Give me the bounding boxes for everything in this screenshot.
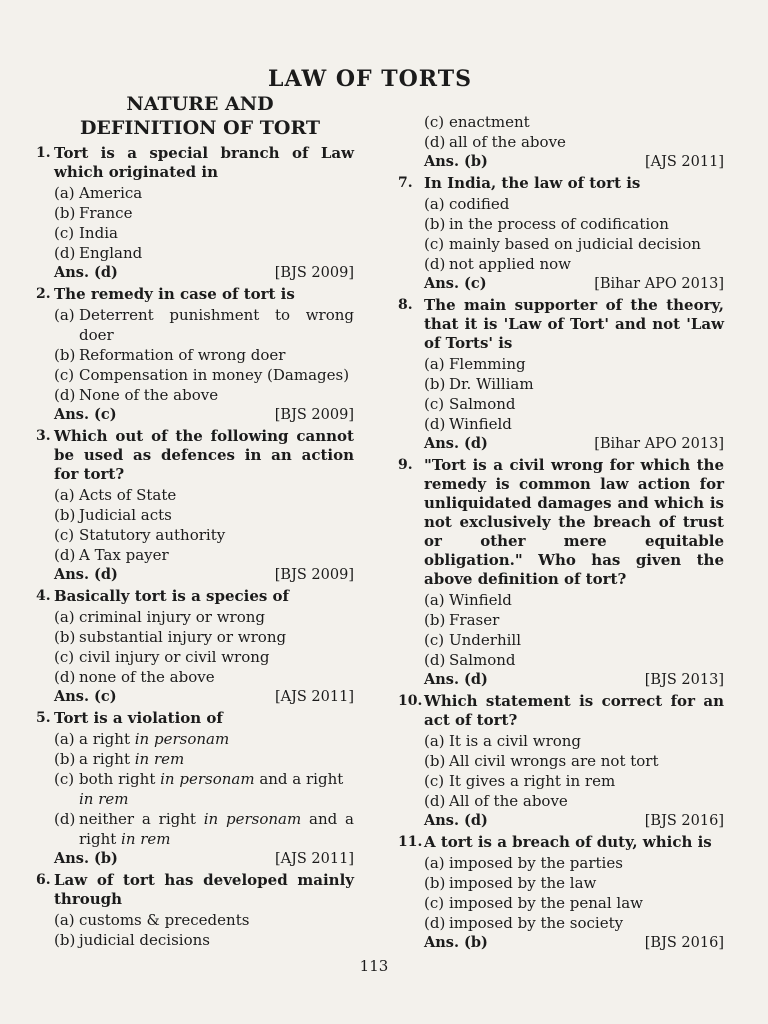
option-letter: (c)	[424, 395, 445, 413]
option-text: Winfield	[449, 591, 512, 609]
option-letter: (c)	[424, 631, 445, 649]
answer: Ans. (c)	[54, 688, 117, 705]
option-text: Salmond	[449, 651, 516, 669]
option-d	[424, 254, 724, 274]
question-text: Basically tort is a species of	[54, 587, 289, 605]
option-text: Fraser	[449, 611, 500, 629]
option-text: A Tax payer	[79, 546, 169, 564]
answer-row	[54, 849, 354, 869]
question-5	[36, 709, 354, 869]
question-number: 2.	[36, 286, 51, 302]
section-heading-line2: DEFINITION OF TORT	[79, 117, 321, 139]
option-letter: (a)	[424, 591, 445, 609]
option-letter: (d)	[424, 914, 446, 932]
option-letter: (a)	[54, 486, 75, 504]
question-text: Which statement is correct for an act of tort?	[424, 692, 724, 729]
option-list	[54, 183, 354, 263]
option-letter: (b)	[54, 628, 76, 646]
option-text: imposed by the law	[449, 874, 597, 892]
option-a	[54, 183, 354, 203]
option-text: Winfield	[449, 415, 512, 433]
option-b	[54, 203, 354, 223]
option-letter: (c)	[424, 113, 445, 131]
option-b	[54, 930, 354, 950]
option-letter: (b)	[54, 506, 76, 524]
answer: Ans. (d)	[424, 812, 488, 829]
question-6-continued	[398, 112, 724, 172]
option-b	[424, 751, 724, 771]
option-letter: (d)	[424, 415, 446, 433]
option-letter: (c)	[424, 235, 445, 253]
question-7	[398, 174, 724, 294]
option-text-plain: and a right	[79, 810, 355, 848]
option-text: Salmond	[449, 395, 516, 413]
answer-row	[54, 405, 354, 425]
option-letter: (d)	[54, 668, 76, 686]
option-letter: (a)	[424, 355, 445, 373]
option-letter: (b)	[424, 215, 446, 233]
option-list	[54, 305, 354, 405]
option-a	[54, 485, 354, 505]
option-text: imposed by the parties	[449, 854, 623, 872]
option-a	[424, 354, 724, 374]
option-d	[424, 791, 724, 811]
option-list	[424, 853, 724, 933]
option-b	[424, 873, 724, 893]
option-c	[424, 112, 724, 132]
option-letter: (d)	[424, 792, 446, 810]
option-text	[79, 749, 354, 769]
option-text: Statutory authority	[79, 526, 226, 544]
question-text: Tort is a violation of	[54, 709, 223, 727]
option-list	[54, 485, 354, 565]
option-c	[424, 893, 724, 913]
option-text: None of the above	[79, 386, 219, 404]
option-letter: (b)	[54, 204, 76, 222]
option-list	[54, 729, 354, 849]
option-a	[54, 910, 354, 930]
option-list	[424, 354, 724, 434]
option-text-plain: neither a right	[79, 810, 204, 828]
question-number: 9.	[398, 457, 413, 473]
question-text: The remedy in case of tort is	[54, 285, 295, 303]
option-letter: (d)	[424, 651, 446, 669]
exam-source: [BJS 2009]	[274, 567, 354, 583]
option-text	[79, 769, 354, 809]
question-text: In India, the law of tort is	[424, 174, 641, 192]
option-text: America	[79, 184, 143, 202]
option-c	[424, 234, 724, 254]
option-b	[54, 345, 354, 365]
question-text: "Tort is a civil wrong for which the remedy is common law action for unliquidated damages and which is not exclusively the breach of trust or other mere equitable obligation." Who has given the above definition of tort?	[424, 456, 724, 588]
page-number: 113	[359, 957, 389, 975]
exam-source: [AJS 2011]	[644, 154, 724, 170]
option-text: It gives a right in rem	[449, 772, 616, 790]
answer: Ans. (b)	[54, 850, 118, 867]
option-a	[54, 607, 354, 627]
option-c	[424, 771, 724, 791]
option-text: none of the above	[79, 668, 215, 686]
section-heading-line1: NATURE AND	[126, 93, 274, 115]
option-letter: (b)	[54, 750, 76, 768]
question-text: Which out of the following cannot be used as defences in an action for tort?	[54, 427, 354, 483]
answer: Ans. (d)	[54, 264, 118, 281]
option-b	[54, 749, 354, 769]
question-number: 6.	[36, 872, 51, 888]
answer-row	[424, 933, 724, 953]
option-letter: (c)	[424, 894, 445, 912]
question-2	[36, 285, 354, 425]
answer: Ans. (d)	[54, 566, 118, 583]
exam-source: [BJS 2016]	[644, 935, 724, 951]
answer-row	[424, 274, 724, 294]
question-9	[398, 456, 724, 690]
left-column	[36, 92, 354, 951]
question-number: 8.	[398, 297, 413, 313]
option-text: All civil wrongs are not tort	[449, 752, 659, 770]
option-text-italic: in personam	[203, 810, 302, 828]
answer-row	[424, 670, 724, 690]
question-4	[36, 587, 354, 707]
exam-source: [AJS 2011]	[274, 689, 354, 705]
answer-row	[424, 811, 724, 831]
option-text: in the process of codification	[449, 215, 669, 233]
option-c	[54, 525, 354, 545]
answer-row	[54, 263, 354, 283]
option-letter: (b)	[54, 346, 76, 364]
option-b	[424, 374, 724, 394]
option-text-italic: in rem	[79, 790, 129, 808]
option-d	[54, 667, 354, 687]
option-b	[424, 610, 724, 630]
option-letter: (a)	[54, 608, 75, 626]
option-a	[424, 853, 724, 873]
right-column	[398, 112, 724, 955]
option-text: India	[79, 224, 118, 242]
option-a	[424, 590, 724, 610]
exam-source: [Bihar APO 2013]	[594, 276, 724, 292]
option-c	[54, 769, 354, 809]
option-letter: (b)	[54, 931, 76, 949]
option-letter: (a)	[424, 195, 445, 213]
question-number: 11.	[398, 834, 423, 850]
option-text: codified	[449, 195, 510, 213]
option-d	[424, 414, 724, 434]
option-d	[54, 545, 354, 565]
option-text: All of the above	[449, 792, 568, 810]
option-letter: (a)	[54, 306, 75, 324]
option-letter: (d)	[54, 810, 76, 828]
option-c	[424, 630, 724, 650]
option-text: judicial decisions	[79, 931, 210, 949]
option-d	[54, 243, 354, 263]
question-6	[36, 871, 354, 950]
question-number: 5.	[36, 710, 51, 726]
exam-source: [Bihar APO 2013]	[594, 436, 724, 452]
option-letter: (d)	[54, 546, 76, 564]
question-number: 3.	[36, 428, 51, 444]
option-text-plain: a right	[79, 750, 135, 768]
question-1	[36, 144, 354, 283]
option-text: Flemming	[449, 355, 526, 373]
option-text: criminal injury or wrong	[79, 608, 266, 626]
option-letter: (a)	[54, 911, 75, 929]
exam-source: [AJS 2011]	[274, 851, 354, 867]
option-c	[424, 394, 724, 414]
answer: Ans. (c)	[54, 406, 117, 423]
question-number: 1.	[36, 145, 51, 161]
question-number: 7.	[398, 175, 413, 191]
option-text-italic: in rem	[134, 750, 185, 768]
option-letter: (c)	[54, 648, 75, 666]
option-letter: (d)	[424, 133, 446, 151]
option-d	[54, 385, 354, 405]
option-list	[424, 112, 724, 152]
option-text: Deterrent punishment to wrong doer	[79, 306, 354, 344]
exam-source: [BJS 2009]	[274, 407, 354, 423]
section-heading	[46, 92, 354, 140]
option-a	[424, 194, 724, 214]
option-letter: (a)	[424, 732, 445, 750]
exam-source: [BJS 2013]	[644, 672, 724, 688]
answer: Ans. (b)	[424, 934, 488, 951]
option-d	[54, 809, 354, 849]
exam-source: [BJS 2016]	[644, 813, 724, 829]
option-list	[54, 607, 354, 687]
option-text: all of the above	[449, 133, 566, 151]
option-a	[54, 729, 354, 749]
question-number: 4.	[36, 588, 51, 604]
option-letter: (c)	[54, 224, 75, 242]
option-list	[424, 731, 724, 811]
option-a	[54, 305, 354, 345]
question-number: 10.	[398, 693, 423, 709]
option-text-italic: in personam	[160, 770, 255, 788]
option-text: Dr. William	[449, 375, 534, 393]
option-text: enactment	[449, 113, 530, 131]
question-text: Law of tort has developed mainly through	[54, 871, 354, 908]
option-text: England	[79, 244, 143, 262]
option-a	[424, 731, 724, 751]
option-d	[424, 132, 724, 152]
option-text: Compensation in money (Damages)	[79, 366, 350, 384]
option-letter: (d)	[54, 244, 76, 262]
option-list	[424, 590, 724, 670]
option-b	[54, 505, 354, 525]
question-11	[398, 833, 724, 953]
option-letter: (a)	[424, 854, 445, 872]
option-text-italic: in personam	[134, 730, 230, 748]
option-list	[54, 910, 354, 950]
option-letter: (a)	[54, 730, 75, 748]
option-text: Underhill	[449, 631, 522, 649]
option-text: civil injury or civil wrong	[79, 648, 270, 666]
option-list	[424, 194, 724, 274]
question-text: A tort is a breach of duty, which is	[424, 833, 712, 851]
question-10	[398, 692, 724, 831]
option-text: Reformation of wrong doer	[79, 346, 286, 364]
option-letter: (c)	[424, 772, 445, 790]
option-text: Acts of State	[79, 486, 177, 504]
option-letter: (c)	[54, 366, 75, 384]
option-c	[54, 365, 354, 385]
option-b	[54, 627, 354, 647]
option-d	[424, 913, 724, 933]
option-letter: (c)	[54, 526, 75, 544]
option-letter: (d)	[424, 255, 446, 273]
question-8	[398, 296, 724, 454]
option-text: It is a civil wrong	[449, 732, 582, 750]
question-3	[36, 427, 354, 585]
option-text: imposed by the society	[449, 914, 624, 932]
option-text-plain: and a right	[254, 770, 344, 788]
answer: Ans. (d)	[424, 435, 488, 452]
option-letter: (b)	[424, 752, 446, 770]
answer-row	[424, 434, 724, 454]
question-text: The main supporter of the theory, that it is 'Law of Tort' and not 'Law of Torts' is	[424, 296, 724, 352]
option-c	[54, 647, 354, 667]
option-text: customs & precedents	[79, 911, 250, 929]
option-letter: (b)	[424, 375, 446, 393]
option-text-italic: in rem	[121, 830, 171, 848]
option-text: France	[79, 204, 133, 222]
option-text: imposed by the penal law	[449, 894, 644, 912]
option-c	[54, 223, 354, 243]
option-text-plain: a right	[79, 730, 135, 748]
question-text: Tort is a special branch of Law which originated in	[54, 144, 354, 181]
option-text	[79, 729, 354, 749]
option-text	[79, 809, 354, 849]
option-letter: (d)	[54, 386, 76, 404]
answer: Ans. (c)	[424, 275, 487, 292]
answer: Ans. (b)	[424, 153, 488, 170]
option-text: Judicial acts	[79, 506, 172, 524]
option-text: not applied now	[449, 255, 572, 273]
option-letter: (b)	[424, 611, 446, 629]
option-letter: (c)	[54, 770, 75, 788]
option-b	[424, 214, 724, 234]
page-title: LAW OF TORTS	[268, 66, 472, 92]
answer-row	[424, 152, 724, 172]
option-letter: (a)	[54, 184, 75, 202]
answer: Ans. (d)	[424, 671, 488, 688]
answer-row	[54, 565, 354, 585]
option-d	[424, 650, 724, 670]
option-text-plain: both right	[79, 770, 161, 788]
exam-source: [BJS 2009]	[274, 265, 354, 281]
answer-row	[54, 687, 354, 707]
option-text: mainly based on judicial decision	[449, 235, 701, 253]
option-text: substantial injury or wrong	[79, 628, 287, 646]
option-letter: (b)	[424, 874, 446, 892]
